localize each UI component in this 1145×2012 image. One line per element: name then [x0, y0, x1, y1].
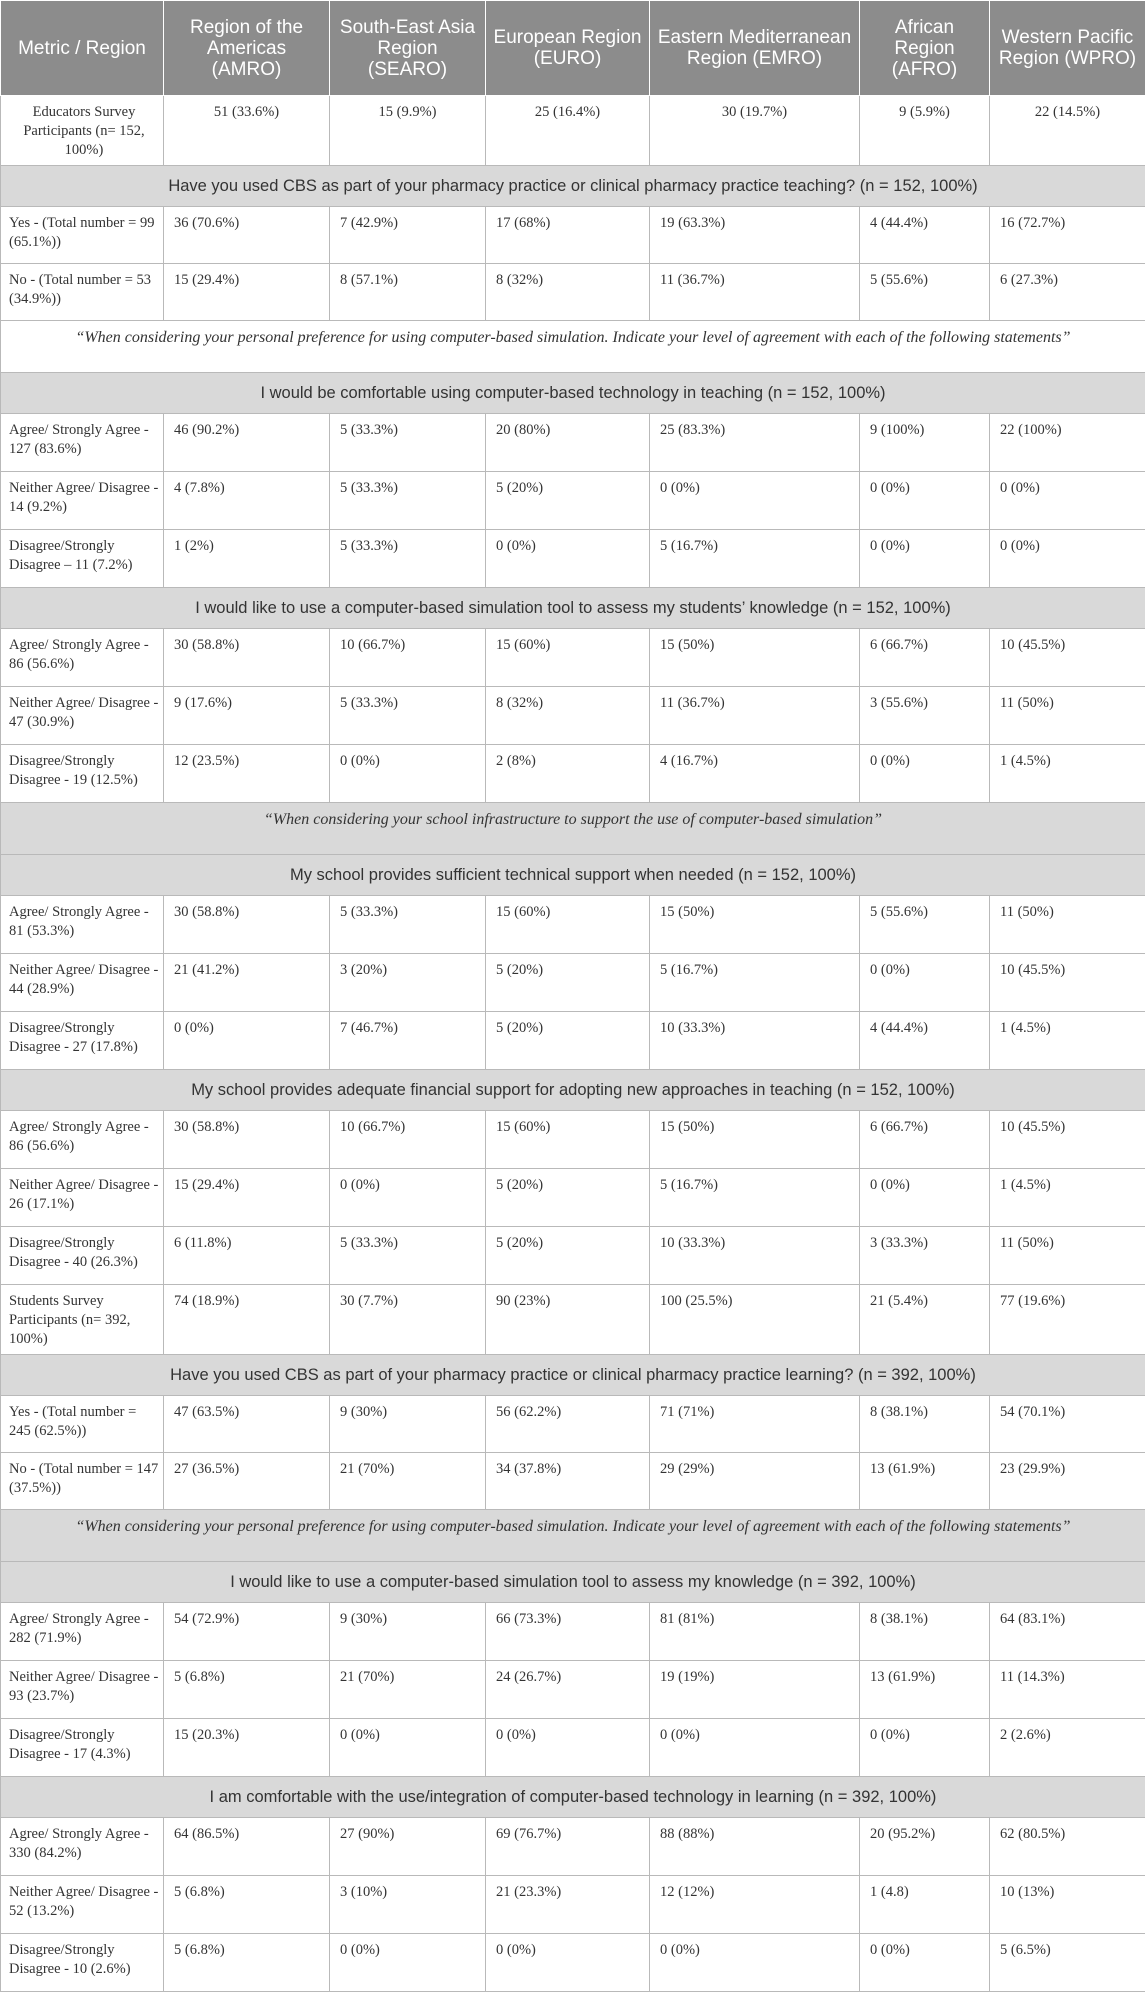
table-row: [1, 1453, 1145, 1510]
cell-searo: 9 (30%): [330, 1603, 486, 1661]
cell-wpro: 77 (19.6%): [990, 1285, 1145, 1355]
cell-wpro: 1 (4.5%): [990, 1169, 1145, 1227]
cell-euro: 15 (60%): [486, 1111, 650, 1169]
cell-amro: 36 (70.6%): [164, 207, 330, 264]
row-label: No - (Total number = 53 (34.9%)): [1, 264, 164, 321]
cell-emro: 29 (29%): [650, 1453, 860, 1510]
cell-searo: 5 (33.3%): [330, 687, 486, 745]
cell-emro: 100 (25.5%): [650, 1285, 860, 1355]
cell-wpro: 22 (100%): [990, 414, 1145, 472]
row-label: Yes - (Total number = 99 (65.1%)): [1, 207, 164, 264]
cell-emro: 0 (0%): [650, 472, 860, 530]
cell-amro: 15 (29.4%): [164, 1169, 330, 1227]
cell-emro: 0 (0%): [650, 1934, 860, 1992]
row-label: Students Survey Participants (n= 392, 100%): [1, 1285, 164, 1355]
cell-emro: 15 (50%): [650, 629, 860, 687]
cell-wpro: 16 (72.7%): [990, 207, 1145, 264]
cell-searo: 9 (30%): [330, 1396, 486, 1453]
quote-row: [1, 321, 1145, 373]
quote-row: [1, 803, 1145, 855]
cell-euro: 21 (23.3%): [486, 1876, 650, 1934]
cell-euro: 90 (23%): [486, 1285, 650, 1355]
cell-searo: 15 (9.9%): [330, 96, 486, 166]
table-row: [1, 414, 1145, 472]
cell-searo: 0 (0%): [330, 1169, 486, 1227]
cell-searo: 5 (33.3%): [330, 530, 486, 588]
cell-searo: 5 (33.3%): [330, 1227, 486, 1285]
row-label: Agree/ Strongly Agree - 86 (56.6%): [1, 629, 164, 687]
cell-euro: 66 (73.3%): [486, 1603, 650, 1661]
cell-afro: 0 (0%): [860, 954, 990, 1012]
cell-amro: 5 (6.8%): [164, 1661, 330, 1719]
cell-euro: 25 (16.4%): [486, 96, 650, 166]
cell-euro: 0 (0%): [486, 1719, 650, 1777]
cell-searo: 21 (70%): [330, 1453, 486, 1510]
cell-emro: 25 (83.3%): [650, 414, 860, 472]
cell-emro: 81 (81%): [650, 1603, 860, 1661]
cell-afro: 4 (44.4%): [860, 1012, 990, 1070]
cell-emro: 19 (63.3%): [650, 207, 860, 264]
cell-amro: 6 (11.8%): [164, 1227, 330, 1285]
section-header-row: [1, 1562, 1145, 1603]
cell-wpro: 2 (2.6%): [990, 1719, 1145, 1777]
table-row: [1, 264, 1145, 321]
cell-afro: 8 (38.1%): [860, 1603, 990, 1661]
table-row: [1, 96, 1145, 166]
cell-emro: 19 (19%): [650, 1661, 860, 1719]
cell-emro: 71 (71%): [650, 1396, 860, 1453]
cell-wpro: 10 (45.5%): [990, 1111, 1145, 1169]
cell-amro: 5 (6.8%): [164, 1934, 330, 1992]
cell-amro: 30 (58.8%): [164, 629, 330, 687]
table-row: [1, 1818, 1145, 1876]
section-header-row: [1, 1070, 1145, 1111]
cell-euro: 5 (20%): [486, 1169, 650, 1227]
header-metric: Metric / Region: [1, 1, 164, 96]
cell-wpro: 22 (14.5%): [990, 96, 1145, 166]
cell-searo: 10 (66.7%): [330, 629, 486, 687]
cell-amro: 15 (29.4%): [164, 264, 330, 321]
cell-wpro: 62 (80.5%): [990, 1818, 1145, 1876]
header-searo: South-East Asia Region (SEARO): [330, 1, 486, 96]
section-title: I am comfortable with the use/integration of computer-based technology in learning (n = 392, 100%): [1, 1777, 1145, 1818]
row-label: Yes - (Total number = 245 (62.5%)): [1, 1396, 164, 1453]
cell-searo: 3 (20%): [330, 954, 486, 1012]
quote-text: “When considering your personal preference for using computer-based simulation. Indicate your level of agreement with each of the following statements”: [1, 321, 1145, 373]
section-title: Have you used CBS as part of your pharmacy practice or clinical pharmacy practice learning? (n = 392, 100%): [1, 1355, 1145, 1396]
cell-searo: 27 (90%): [330, 1818, 486, 1876]
cell-searo: 0 (0%): [330, 745, 486, 803]
cell-euro: 0 (0%): [486, 1934, 650, 1992]
quote-text: “When considering your personal preference for using computer-based simulation. Indicate your level of agreement with each of the following statements”: [1, 1510, 1145, 1562]
cell-emro: 4 (16.7%): [650, 745, 860, 803]
cell-euro: 17 (68%): [486, 207, 650, 264]
row-label: Agree/ Strongly Agree - 282 (71.9%): [1, 1603, 164, 1661]
table-row: [1, 207, 1145, 264]
cell-emro: 10 (33.3%): [650, 1227, 860, 1285]
cell-euro: 8 (32%): [486, 264, 650, 321]
cell-afro: 13 (61.9%): [860, 1661, 990, 1719]
cell-euro: 20 (80%): [486, 414, 650, 472]
cell-euro: 8 (32%): [486, 687, 650, 745]
cell-amro: 30 (58.8%): [164, 896, 330, 954]
row-label: Disagree/Strongly Disagree - 17 (4.3%): [1, 1719, 164, 1777]
cell-euro: 24 (26.7%): [486, 1661, 650, 1719]
table-row: [1, 1285, 1145, 1355]
row-label: Disagree/Strongly Disagree - 27 (17.8%): [1, 1012, 164, 1070]
section-header-row: [1, 588, 1145, 629]
row-label: Disagree/Strongly Disagree - 10 (2.6%): [1, 1934, 164, 1992]
header-amro: Region of the Americas (AMRO): [164, 1, 330, 96]
cell-searo: 8 (57.1%): [330, 264, 486, 321]
cell-afro: 5 (55.6%): [860, 264, 990, 321]
table-row: [1, 1661, 1145, 1719]
cell-afro: 6 (66.7%): [860, 629, 990, 687]
cell-emro: 30 (19.7%): [650, 96, 860, 166]
row-label: Agree/ Strongly Agree - 127 (83.6%): [1, 414, 164, 472]
table-row: [1, 530, 1145, 588]
cell-wpro: 10 (45.5%): [990, 629, 1145, 687]
cell-euro: 5 (20%): [486, 954, 650, 1012]
cell-searo: 5 (33.3%): [330, 896, 486, 954]
cell-searo: 3 (10%): [330, 1876, 486, 1934]
table-row: [1, 1934, 1145, 1992]
cell-emro: 11 (36.7%): [650, 687, 860, 745]
cell-euro: 56 (62.2%): [486, 1396, 650, 1453]
cell-wpro: 6 (27.3%): [990, 264, 1145, 321]
cell-searo: 0 (0%): [330, 1719, 486, 1777]
row-label: Neither Agree/ Disagree - 93 (23.7%): [1, 1661, 164, 1719]
row-label: Disagree/Strongly Disagree - 19 (12.5%): [1, 745, 164, 803]
section-title: Have you used CBS as part of your pharmacy practice or clinical pharmacy practice teaching? (n = 152, 100%): [1, 166, 1145, 207]
cell-euro: 5 (20%): [486, 472, 650, 530]
row-label: Agree/ Strongly Agree - 86 (56.6%): [1, 1111, 164, 1169]
cell-searo: 7 (46.7%): [330, 1012, 486, 1070]
table-row: [1, 1876, 1145, 1934]
cell-amro: 64 (86.5%): [164, 1818, 330, 1876]
row-label: Neither Agree/ Disagree - 52 (13.2%): [1, 1876, 164, 1934]
row-label: Agree/ Strongly Agree - 330 (84.2%): [1, 1818, 164, 1876]
cell-wpro: 1 (4.5%): [990, 1012, 1145, 1070]
cell-amro: 15 (20.3%): [164, 1719, 330, 1777]
row-label: Disagree/Strongly Disagree – 11 (7.2%): [1, 530, 164, 588]
cell-euro: 15 (60%): [486, 896, 650, 954]
row-label: Neither Agree/ Disagree - 47 (30.9%): [1, 687, 164, 745]
cell-emro: 88 (88%): [650, 1818, 860, 1876]
cell-wpro: 10 (45.5%): [990, 954, 1145, 1012]
table-row: [1, 1012, 1145, 1070]
cell-emro: 0 (0%): [650, 1719, 860, 1777]
cell-afro: 1 (4.8): [860, 1876, 990, 1934]
cell-emro: 5 (16.7%): [650, 954, 860, 1012]
cell-searo: 5 (33.3%): [330, 472, 486, 530]
cell-searo: 10 (66.7%): [330, 1111, 486, 1169]
cell-amro: 9 (17.6%): [164, 687, 330, 745]
cell-wpro: 1 (4.5%): [990, 745, 1145, 803]
cell-emro: 5 (16.7%): [650, 530, 860, 588]
header-afro: African Region (AFRO): [860, 1, 990, 96]
table-row: [1, 1111, 1145, 1169]
header-wpro: Western Pacific Region (WPRO): [990, 1, 1145, 96]
cell-searo: 30 (7.7%): [330, 1285, 486, 1355]
cell-euro: 5 (20%): [486, 1012, 650, 1070]
cell-wpro: 0 (0%): [990, 530, 1145, 588]
cell-amro: 46 (90.2%): [164, 414, 330, 472]
cell-afro: 4 (44.4%): [860, 207, 990, 264]
cell-searo: 0 (0%): [330, 1934, 486, 1992]
cell-euro: 15 (60%): [486, 629, 650, 687]
cell-wpro: 0 (0%): [990, 472, 1145, 530]
cell-emro: 11 (36.7%): [650, 264, 860, 321]
cell-afro: 0 (0%): [860, 1719, 990, 1777]
cell-afro: 6 (66.7%): [860, 1111, 990, 1169]
table-row: [1, 629, 1145, 687]
cell-emro: 12 (12%): [650, 1876, 860, 1934]
cell-amro: 27 (36.5%): [164, 1453, 330, 1510]
header-euro: European Region (EURO): [486, 1, 650, 96]
row-label: No - (Total number = 147 (37.5%)): [1, 1453, 164, 1510]
cell-amro: 74 (18.9%): [164, 1285, 330, 1355]
cell-amro: 1 (2%): [164, 530, 330, 588]
row-label: Neither Agree/ Disagree - 14 (9.2%): [1, 472, 164, 530]
cell-wpro: 11 (14.3%): [990, 1661, 1145, 1719]
cell-afro: 3 (55.6%): [860, 687, 990, 745]
table-row: [1, 472, 1145, 530]
cell-amro: 0 (0%): [164, 1012, 330, 1070]
cell-euro: 34 (37.8%): [486, 1453, 650, 1510]
row-label: Agree/ Strongly Agree - 81 (53.3%): [1, 896, 164, 954]
cell-amro: 5 (6.8%): [164, 1876, 330, 1934]
table-row: [1, 1396, 1145, 1453]
cell-afro: 9 (100%): [860, 414, 990, 472]
cell-afro: 9 (5.9%): [860, 96, 990, 166]
cell-amro: 51 (33.6%): [164, 96, 330, 166]
cell-afro: 13 (61.9%): [860, 1453, 990, 1510]
cell-amro: 54 (72.9%): [164, 1603, 330, 1661]
section-header-row: [1, 373, 1145, 414]
table-row: [1, 745, 1145, 803]
cell-amro: 47 (63.5%): [164, 1396, 330, 1453]
table-row: [1, 687, 1145, 745]
row-label: Neither Agree/ Disagree - 44 (28.9%): [1, 954, 164, 1012]
cell-amro: 4 (7.8%): [164, 472, 330, 530]
cell-wpro: 54 (70.1%): [990, 1396, 1145, 1453]
section-title: I would like to use a computer-based simulation tool to assess my knowledge (n = 392, 100%): [1, 1562, 1145, 1603]
cell-afro: 21 (5.4%): [860, 1285, 990, 1355]
cell-afro: 8 (38.1%): [860, 1396, 990, 1453]
cell-amro: 30 (58.8%): [164, 1111, 330, 1169]
cell-wpro: 11 (50%): [990, 687, 1145, 745]
cell-euro: 69 (76.7%): [486, 1818, 650, 1876]
cell-euro: 5 (20%): [486, 1227, 650, 1285]
row-label: Neither Agree/ Disagree - 26 (17.1%): [1, 1169, 164, 1227]
quote-text: “When considering your school infrastructure to support the use of computer-based simulation”: [1, 803, 1145, 855]
section-header-row: [1, 1777, 1145, 1818]
section-title: My school provides adequate financial support for adopting new approaches in teaching (n = 152, 100%): [1, 1070, 1145, 1111]
cell-wpro: 11 (50%): [990, 1227, 1145, 1285]
cell-afro: 5 (55.6%): [860, 896, 990, 954]
table-row: [1, 1169, 1145, 1227]
header-row: [1, 1, 1145, 96]
row-label: Disagree/Strongly Disagree - 40 (26.3%): [1, 1227, 164, 1285]
quote-row: [1, 1510, 1145, 1562]
cell-emro: 15 (50%): [650, 1111, 860, 1169]
cell-searo: 7 (42.9%): [330, 207, 486, 264]
cell-wpro: 10 (13%): [990, 1876, 1145, 1934]
table-row: [1, 954, 1145, 1012]
section-header-row: [1, 166, 1145, 207]
cell-afro: 0 (0%): [860, 530, 990, 588]
section-header-row: [1, 1355, 1145, 1396]
cell-afro: 0 (0%): [860, 472, 990, 530]
cell-searo: 5 (33.3%): [330, 414, 486, 472]
section-title: My school provides sufficient technical support when needed (n = 152, 100%): [1, 855, 1145, 896]
cell-emro: 15 (50%): [650, 896, 860, 954]
cell-euro: 2 (8%): [486, 745, 650, 803]
table-row: [1, 1227, 1145, 1285]
cell-afro: 0 (0%): [860, 1934, 990, 1992]
cell-wpro: 11 (50%): [990, 896, 1145, 954]
cell-wpro: 5 (6.5%): [990, 1934, 1145, 1992]
row-label: Educators Survey Participants (n= 152, 100%): [1, 96, 164, 166]
table-row: [1, 1719, 1145, 1777]
cell-afro: 3 (33.3%): [860, 1227, 990, 1285]
cell-wpro: 64 (83.1%): [990, 1603, 1145, 1661]
cell-afro: 20 (95.2%): [860, 1818, 990, 1876]
cell-searo: 21 (70%): [330, 1661, 486, 1719]
cell-emro: 10 (33.3%): [650, 1012, 860, 1070]
header-emro: Eastern Mediterranean Region (EMRO): [650, 1, 860, 96]
section-title: I would like to use a computer-based simulation tool to assess my students’ knowledge (n = 152, 100%): [1, 588, 1145, 629]
cell-afro: 0 (0%): [860, 1169, 990, 1227]
cell-emro: 5 (16.7%): [650, 1169, 860, 1227]
cell-wpro: 23 (29.9%): [990, 1453, 1145, 1510]
table-row: [1, 1603, 1145, 1661]
cell-afro: 0 (0%): [860, 745, 990, 803]
table-row: [1, 896, 1145, 954]
cell-euro: 0 (0%): [486, 530, 650, 588]
section-title: I would be comfortable using computer-based technology in teaching (n = 152, 100%): [1, 373, 1145, 414]
section-header-row: [1, 855, 1145, 896]
cell-amro: 12 (23.5%): [164, 745, 330, 803]
cell-amro: 21 (41.2%): [164, 954, 330, 1012]
